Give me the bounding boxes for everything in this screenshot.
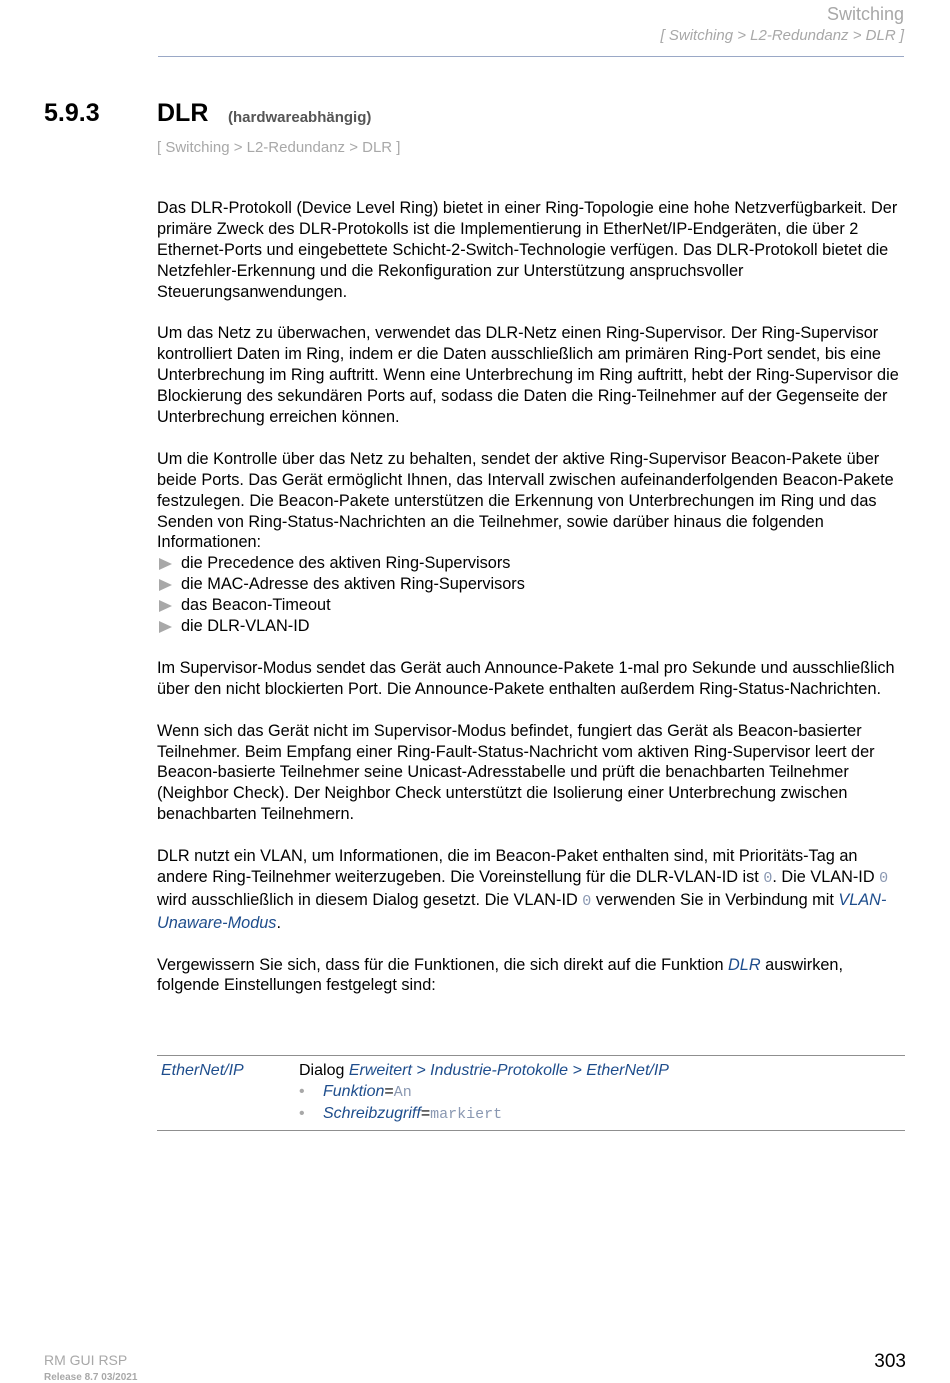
page-number: 303 [874,1351,906,1372]
list-item: das Beacon-Timeout [157,595,907,616]
list-item: • Funktion=An [299,1083,412,1101]
section-note: (hardwareabhängig) [228,109,372,126]
paragraph-vlan: DLR nutzt ein VLAN, um Informationen, die im Beacon-Paket enthalten sind, mit Prioritäts-Tag an andere Ring-Teilnehmer weiterzugeben. Die Voreinstellung für die DLR-VLAN-ID ist 0. Die VLAN-ID 0 wird ausschließlich in diesem Dialog gesetzt. Die VLAN-ID 0 verwenden Sie in Verbindung mit VLAN-Unaware-Modus. [157,847,889,932]
dlr-link[interactable]: DLR [728,955,761,974]
paragraph-intro: Das DLR-Protokoll (Device Level Ring) bietet in einer Ring-Topologie eine hohe Netzverfügbarkeit. Der primäre Zweck des DLR-Protokolls ist die Implementierung in EtherNet/IP-Endgeräten, die über 2 Ethernet-Ports und eingebettete Schicht-2-Switch-Technologie verfügen. Das DLR-Protokoll bietet die Netzfehler-Erkennung und die Rekonfiguration zur Unterstützung anspruchsvoller Steuerungsanwendungen. [157,199,898,301]
list-item: die Precedence des aktiven Ring-Supervisors [157,553,907,574]
code-value: 0 [879,869,889,887]
settings-list [299,1081,905,1125]
bullet-dot-icon: • [299,1083,305,1100]
list-item: die DLR-VLAN-ID [157,616,907,637]
dialog-line: Dialog Erweitert > Industrie-Protokolle > EtherNet/IP [299,1062,669,1079]
paragraph-beacon: Um die Kontrolle über das Netz zu behalten, sendet der aktive Ring-Supervisor Beacon-Pakete über beide Ports. Das Gerät ermöglicht Ihnen, das Intervall zwischen aufeinanderfolgenden Beacon-Pakete festzulegen. Die Beacon-Pakete unterstützen die Erkennung von Unterbrechungen im Ring und das Senden von Ring-Status-Nachrichten an die Teilnehmer, sowie darüber hinaus die folgenden Informationen: [157,449,894,552]
bullet-dot-icon: • [299,1105,305,1122]
setting-name[interactable]: Funktion [323,1083,385,1100]
header-divider [158,56,904,57]
paragraph-announce: Im Supervisor-Modus sendet das Gerät auch Announce-Pakete 1-mal pro Sekunde und ausschließlich über den nicht blockierten Port. Die Announce-Pakete enthalten außerdem Ring-Status-Nachrichten. [157,658,895,698]
section-number: 5.9.3 [44,99,100,127]
paragraph-prerequisites: Vergewissern Sie sich, dass für die Funktionen, die sich direkt auf die Funktion DLR auswirken, folgende Einstellungen festgelegt sind: [157,955,843,995]
setting-value: An [393,1084,412,1101]
triangle-bullet-icon [159,600,172,612]
paragraph-neighbor-check: Wenn sich das Gerät nicht im Supervisor-Modus befindet, fungiert das Gerät als Beacon-basierter Teilnehmer. Beim Empfang einer Ring-Fault-Status-Nachricht vom aktiven Ring-Supervisor leert der Beacon-basierte Teilnehmer seine Unicast-Adresstabelle und prüft die benachbarten Teilnehmer (Neighbor Check). Der Neighbor Check unterstützt die Isolierung einer Unterbrechung zwischen benachbarten Teilnehmern. [157,721,875,824]
setting-value: markiert [430,1106,503,1123]
running-header-title: Switching [826,4,904,24]
setting-name[interactable]: Schreibzugriff [323,1105,421,1122]
info-list [157,553,907,637]
table-row [157,1056,905,1130]
section-title: DLR [157,99,209,127]
triangle-bullet-icon [159,579,172,591]
code-value: 0 [763,869,773,887]
running-header-breadcrumb: [ Switching > L2-Redundanz > DLR ] [660,27,904,44]
footer-release: Release 8.7 03/2021 [44,1372,138,1383]
prerequisite-table [157,1055,905,1131]
table-cell-settings [299,1060,905,1125]
triangle-bullet-icon [159,621,172,633]
section-breadcrumb: [ Switching > L2-Redundanz > DLR ] [157,139,401,156]
footer-document: RM GUI RSP [44,1352,128,1368]
paragraph-supervisor: Um das Netz zu überwachen, verwendet das DLR-Netz einen Ring-Supervisor. Der Ring-Supervisor kontrolliert Daten im Ring, indem er die Daten ausschließlich am primären Ring-Port sendet, bis eine Unterbrechung im Ring auftritt. Wenn eine Unterbrechung im Ring auftritt, hebt der Ring-Supervisor die Blockierung des sekundären Ports auf, sodass die Daten die Ring-Teilnehmer auf der Gegenseite der Unterbrechung erreichen können. [157,324,899,427]
list-item: die MAC-Adresse des aktiven Ring-Supervisors [157,574,907,595]
triangle-bullet-icon [159,558,172,570]
list-item: • Schreibzugriff=markiert [299,1105,503,1123]
body-text [157,198,907,1017]
code-value: 0 [582,892,592,910]
dialog-path-link[interactable]: Erweitert > Industrie-Protokolle > EtherNet/IP [348,1062,669,1079]
vlan-unaware-link[interactable]: VLAN-Unaware-Modus [157,890,887,932]
table-cell-feature[interactable]: EtherNet/IP [161,1062,244,1079]
